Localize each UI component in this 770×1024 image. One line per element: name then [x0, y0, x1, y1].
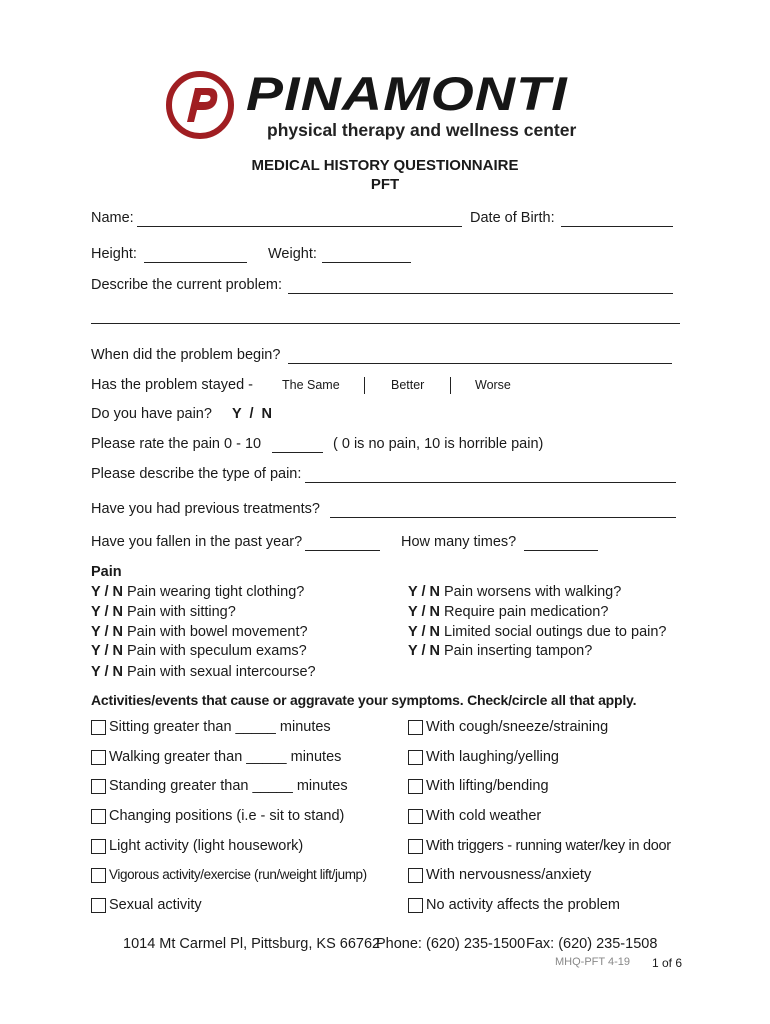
- pain-item-label: Pain worsens with walking?: [444, 584, 622, 600]
- activity-checkbox[interactable]: [408, 898, 423, 913]
- activity-label: With triggers - running water/key in door: [426, 838, 671, 854]
- rate-pain-note: ( 0 is no pain, 10 is horrible pain): [333, 436, 544, 452]
- rate-pain-field[interactable]: [272, 452, 323, 453]
- logo-circle-icon: [165, 70, 235, 140]
- page-number: 1 of 6: [652, 956, 683, 970]
- activity-checkbox[interactable]: [91, 809, 106, 824]
- activity-label: Sitting greater than _____ minutes: [109, 719, 331, 735]
- logo-brand: PINAMONTI: [246, 67, 568, 120]
- activity-checkbox[interactable]: [408, 868, 423, 883]
- weight-field[interactable]: [322, 262, 411, 263]
- pain-item: [408, 622, 666, 642]
- activity-checkbox[interactable]: [408, 809, 423, 824]
- name-label: Name:: [91, 210, 134, 226]
- pain-item: [91, 582, 304, 602]
- fallen-label: Have you fallen in the past year?: [91, 534, 303, 550]
- yn-toggle[interactable]: Y / N: [91, 604, 123, 620]
- yn-toggle[interactable]: Y / N: [408, 604, 440, 620]
- rate-pain-label: Please rate the pain 0 - 10: [91, 436, 262, 452]
- dob-field[interactable]: [561, 226, 673, 227]
- activity-label: Vigorous activity/exercise (run/weight lift/jump): [109, 867, 367, 882]
- pain-item: [91, 662, 316, 682]
- name-field[interactable]: [137, 226, 462, 227]
- pain-item-label: Pain with sexual intercourse?: [127, 664, 316, 680]
- activity-checkbox[interactable]: [91, 720, 106, 735]
- option-separator: [364, 377, 365, 394]
- pain-item: [91, 622, 308, 642]
- pain-item-label: Limited social outings due to pain?: [444, 624, 667, 640]
- pain-item-label: Pain with speculum exams?: [127, 643, 307, 659]
- pain-item: [408, 602, 608, 622]
- activity-label: Standing greater than _____ minutes: [109, 778, 348, 794]
- form-subtitle: PFT: [370, 176, 400, 193]
- pain-item-label: Pain with sitting?: [127, 604, 236, 620]
- pain-item-label: Pain with bowel movement?: [127, 624, 308, 640]
- pain-item: [91, 641, 307, 661]
- footer-address: 1014 Mt Carmel Pl, Pittsburg, KS 66762: [123, 936, 381, 952]
- begin-field[interactable]: [288, 363, 672, 364]
- activity-label: With lifting/bending: [426, 778, 549, 794]
- pain-item-label: Pain wearing tight clothing?: [127, 584, 305, 600]
- activity-checkbox[interactable]: [408, 750, 423, 765]
- yn-toggle[interactable]: Y / N: [408, 643, 440, 659]
- yn-toggle[interactable]: Y / N: [91, 643, 123, 659]
- activity-label: With laughing/yelling: [426, 749, 559, 765]
- pain-item: [408, 582, 621, 602]
- weight-label: Weight:: [268, 246, 317, 262]
- yn-toggle[interactable]: Y / N: [91, 584, 123, 600]
- activity-label: With cold weather: [426, 808, 542, 824]
- pain-heading: Pain: [91, 564, 122, 580]
- height-field[interactable]: [144, 262, 247, 263]
- begin-label: When did the problem begin?: [91, 347, 281, 363]
- option-same[interactable]: The Same: [282, 378, 340, 392]
- problem-field-line-2[interactable]: [91, 323, 680, 324]
- activity-label: Sexual activity: [109, 897, 202, 913]
- pain-type-label: Please describe the type of pain:: [91, 466, 302, 482]
- previous-field[interactable]: [330, 517, 676, 518]
- activity-checkbox[interactable]: [91, 898, 106, 913]
- how-many-label: How many times?: [401, 534, 517, 550]
- activity-checkbox[interactable]: [91, 868, 106, 883]
- have-pain-label: Do you have pain?: [91, 406, 212, 422]
- problem-label: Describe the current problem:: [91, 277, 282, 293]
- logo-tagline: physical therapy and wellness center: [267, 120, 577, 140]
- activity-checkbox[interactable]: [408, 720, 423, 735]
- activity-label: Changing positions (i.e - sit to stand): [109, 808, 345, 824]
- have-pain-yn[interactable]: Y / N: [232, 406, 273, 422]
- how-many-field[interactable]: [524, 550, 598, 551]
- previous-label: Have you had previous treatments?: [91, 501, 320, 517]
- yn-toggle[interactable]: Y / N: [91, 624, 123, 640]
- option-separator: [450, 377, 451, 394]
- activity-checkbox[interactable]: [91, 839, 106, 854]
- option-worse[interactable]: Worse: [475, 378, 511, 392]
- activity-checkbox[interactable]: [91, 779, 106, 794]
- activity-label: No activity affects the problem: [426, 897, 620, 913]
- activity-checkbox[interactable]: [91, 750, 106, 765]
- pain-item: [408, 641, 592, 661]
- form-title: MEDICAL HISTORY QUESTIONNAIRE: [251, 157, 519, 174]
- activity-label: Light activity (light housework): [109, 838, 304, 854]
- activities-heading: Activities/events that cause or aggravate your symptoms. Check/circle all that apply.: [91, 692, 637, 708]
- pain-item: [91, 602, 236, 622]
- stayed-label: Has the problem stayed -: [91, 377, 253, 393]
- yn-toggle[interactable]: Y / N: [91, 664, 123, 680]
- option-better[interactable]: Better: [391, 378, 425, 392]
- yn-toggle[interactable]: Y / N: [408, 624, 440, 640]
- pain-item-label: Pain inserting tampon?: [444, 643, 593, 659]
- pain-item-label: Require pain medication?: [444, 604, 609, 620]
- activity-label: With cough/sneeze/straining: [426, 719, 609, 735]
- problem-field[interactable]: [288, 293, 673, 294]
- form-code: MHQ-PFT 4-19: [555, 956, 630, 968]
- footer-fax: Fax: (620) 235-1508: [526, 936, 658, 952]
- yn-toggle[interactable]: Y / N: [408, 584, 440, 600]
- activity-label: With nervousness/anxiety: [426, 867, 592, 883]
- pain-type-field[interactable]: [305, 482, 676, 483]
- fallen-field[interactable]: [305, 550, 380, 551]
- activity-checkbox[interactable]: [408, 839, 423, 854]
- activity-label: Walking greater than _____ minutes: [109, 749, 342, 765]
- footer-phone: Phone: (620) 235-1500: [376, 936, 526, 952]
- dob-label: Date of Birth:: [470, 210, 555, 226]
- height-label: Height:: [91, 246, 137, 262]
- activity-checkbox[interactable]: [408, 779, 423, 794]
